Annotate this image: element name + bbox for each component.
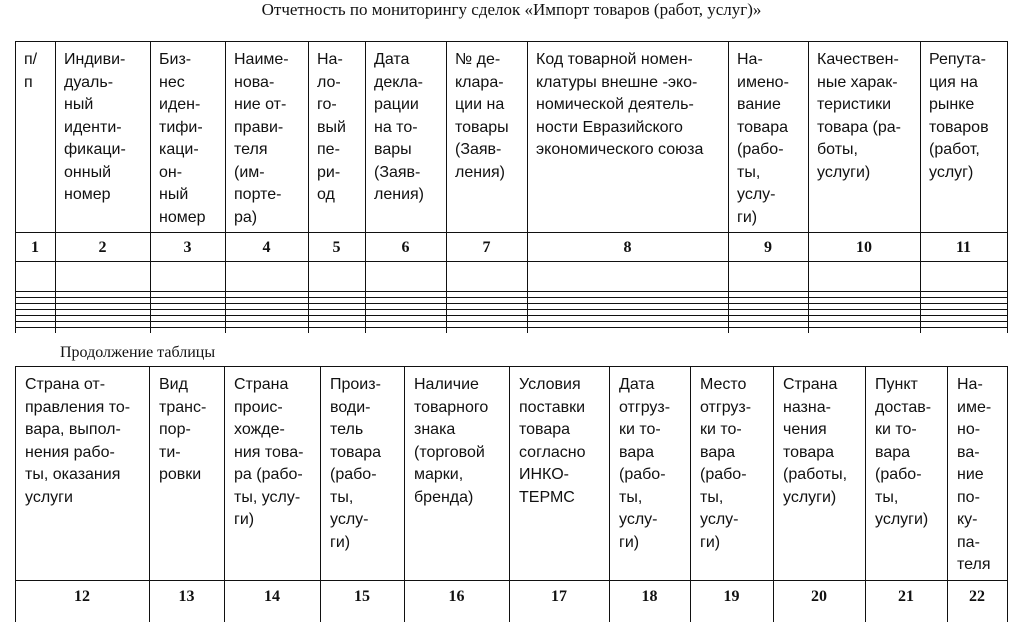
- table-rule: [773, 366, 774, 622]
- table-rule: [225, 41, 226, 333]
- column-number-14: 14: [264, 588, 280, 605]
- column-number-10: 10: [856, 239, 872, 256]
- column-header-3: Страна проис- хожде- ния това- ра (рабо- ты, услу- ги): [234, 376, 304, 528]
- column-number-6: 6: [401, 239, 410, 256]
- column-number-4: 4: [262, 239, 271, 256]
- table-rule: [320, 366, 321, 622]
- table-rule: [1007, 366, 1008, 622]
- column-number-5: 5: [332, 239, 341, 256]
- table-rule: [224, 366, 225, 622]
- document-title: Отчетность по мониторингу сделок «Импорт товаров (работ, услуг)»: [261, 0, 762, 19]
- column-header-11: На- име- но- ва- ние по- ку- па- теля: [957, 376, 992, 573]
- column-number-21: 21: [898, 588, 914, 605]
- table-rule: [15, 41, 1007, 42]
- table-rule: [446, 41, 447, 333]
- column-number-22: 22: [969, 588, 985, 605]
- table-rule: [55, 41, 56, 333]
- column-header-2: Вид транс- пор- ти- ровки: [159, 376, 207, 483]
- table-rule: [15, 297, 1007, 298]
- column-header-5: Наличие товарного знака (торговой марки, бренда): [414, 376, 489, 506]
- column-header-1: Страна от- правления то- вара, выпол- нения рабо- ты, оказания услуги: [25, 376, 131, 506]
- column-number-2: 2: [98, 239, 107, 256]
- column-header-9: На- имено- вание товара (рабо- ты, услу- ги): [737, 51, 789, 226]
- column-number-1: 1: [31, 239, 39, 256]
- table-rule: [509, 366, 510, 622]
- column-header-9: Страна назна- чения товара (работы, услуги): [783, 376, 848, 506]
- table-rule: [15, 291, 1007, 292]
- column-header-5: На- ло- го- вый пе- ри- од: [317, 51, 346, 203]
- column-header-6: Дата декла- рации на то- вары (Заяв- ления): [374, 51, 424, 203]
- table-rule: [365, 41, 366, 333]
- table-rule: [15, 327, 1007, 328]
- column-header-8: Место отгруз- ки то- вара (рабо- ты, услу- ги): [700, 376, 752, 551]
- column-header-7: № де- клара- ции на товары (Заяв- ления): [455, 51, 509, 181]
- column-number-7: 7: [482, 239, 491, 256]
- column-number-16: 16: [448, 588, 465, 605]
- table-rule: [150, 41, 151, 333]
- table-rule: [15, 366, 16, 622]
- column-number-20: 20: [811, 588, 827, 605]
- table-rule: [15, 232, 1007, 233]
- table-rule: [15, 41, 16, 333]
- table-rule: [15, 303, 1007, 304]
- table-rule: [15, 321, 1007, 322]
- column-header-10: Пункт достав- ки то- вара (рабо- ты, услуги): [875, 376, 932, 528]
- column-header-8: Код товарной номен- клатуры внешне -эко- номической деятель- ности Евразийского экономического союза: [536, 51, 704, 158]
- column-header-1: п/ п: [24, 51, 38, 91]
- table-rule: [15, 261, 1007, 262]
- column-number-8: 8: [623, 239, 632, 256]
- column-header-4: Произ- води- тель товара (рабо- ты, услу- ги): [330, 376, 382, 551]
- table-rule: [308, 41, 309, 333]
- table-rule: [865, 366, 866, 622]
- continuation-label: Продолжение таблицы: [60, 344, 216, 361]
- table-rule: [15, 580, 1007, 581]
- table-rule: [609, 366, 610, 622]
- column-number-13: 13: [178, 588, 195, 605]
- column-number-12: 12: [74, 588, 90, 605]
- column-header-2: Индиви- дуаль- ный иденти- фикаци- онный номер: [64, 51, 126, 203]
- table-rule: [149, 366, 150, 622]
- table-rule: [690, 366, 691, 622]
- column-header-10: Качествен- ные харак- теристики товара (ра- боты, услуги): [817, 51, 901, 181]
- table-rule: [920, 41, 921, 333]
- table-rule: [947, 366, 948, 622]
- table-rule: [404, 366, 405, 622]
- column-number-3: 3: [183, 239, 192, 256]
- column-number-11: 11: [955, 239, 972, 256]
- column-number-17: 17: [551, 588, 567, 605]
- column-header-11: Репута- ция на рынке товаров (работ, услуг): [929, 51, 989, 181]
- table-rule: [15, 366, 1007, 367]
- column-header-7: Дата отгруз- ки то- вара (рабо- ты, услу- ги): [619, 376, 671, 551]
- table-rule: [728, 41, 729, 333]
- column-header-4: Наиме- нова- ние от- прави- теля (им- порте- ра): [234, 51, 289, 226]
- table-rule: [15, 315, 1007, 316]
- table-rule: [1007, 41, 1008, 333]
- column-header-3: Биз- нес иден- тифи- каци- он- ный номер: [159, 51, 206, 226]
- table-rule: [15, 309, 1007, 310]
- column-number-19: 19: [723, 588, 740, 605]
- column-number-9: 9: [764, 239, 772, 256]
- table-rule: [808, 41, 809, 333]
- column-number-18: 18: [641, 588, 658, 605]
- column-header-6: Условия поставки товара согласно ИНКО- ТЕРМС: [519, 376, 586, 506]
- column-number-15: 15: [354, 588, 370, 605]
- table-rule: [527, 41, 528, 333]
